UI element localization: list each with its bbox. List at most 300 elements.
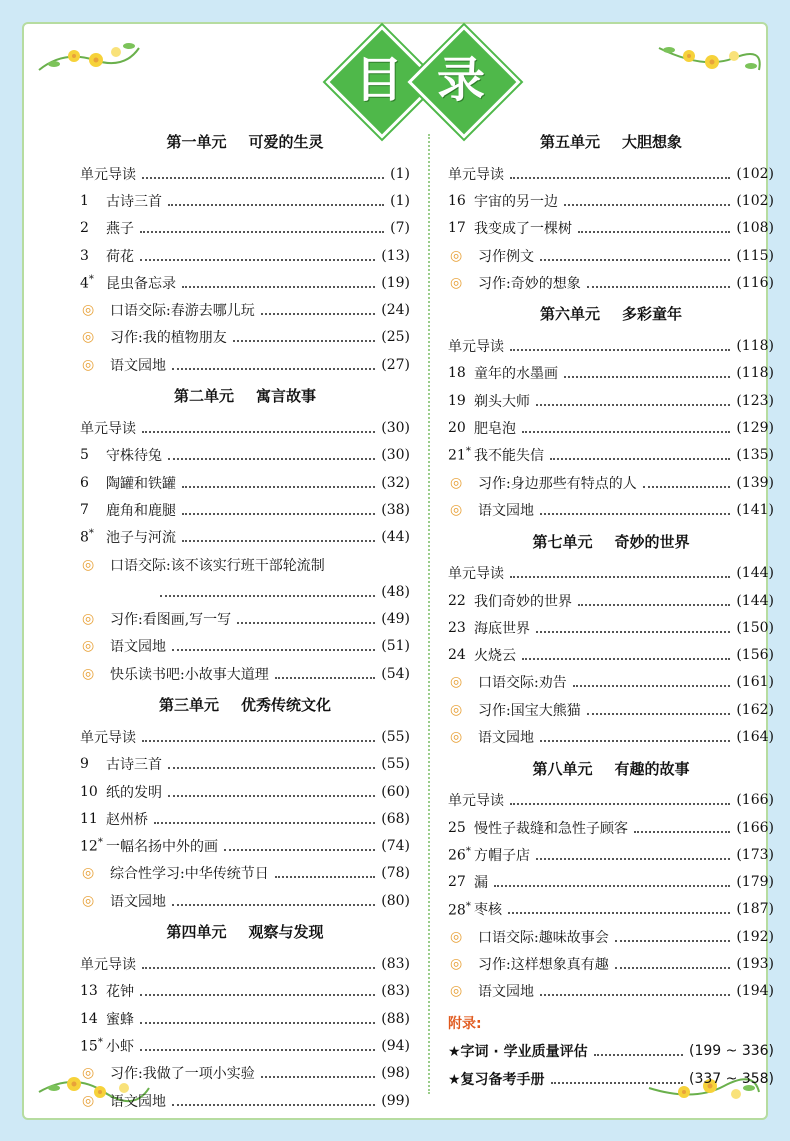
leader-dots <box>510 576 730 578</box>
toc-entry-page: (194) <box>736 983 774 1000</box>
leader-dots <box>168 767 375 769</box>
toc-entry-title: 单元导读 <box>80 729 136 746</box>
flower-decor-top-left <box>34 30 144 90</box>
lesson-number <box>80 756 106 772</box>
toc-entry[interactable] <box>80 1087 410 1114</box>
toc-entry-title: 宇宙的另一边 <box>474 193 558 210</box>
leader-dots <box>615 940 731 942</box>
toc-entry[interactable] <box>80 1060 410 1087</box>
leader-dots <box>564 376 730 378</box>
leader-dots <box>587 713 731 715</box>
toc-entry-page: (161) <box>736 674 774 691</box>
toc-entry-title: 枣核 <box>474 902 502 919</box>
section-marker-icon: ◎ <box>82 356 95 373</box>
toc-entry-page: (80) <box>381 892 410 909</box>
right-units <box>448 124 774 1005</box>
toc-entry-page: (27) <box>381 356 410 373</box>
toc-entry-page: (139) <box>736 474 774 491</box>
toc-entry-title: 守株待兔 <box>106 448 162 465</box>
toc-entry[interactable] <box>448 269 774 296</box>
lesson-number-text: 21 <box>448 448 466 465</box>
leader-dots <box>587 286 731 288</box>
toc-entry[interactable] <box>448 442 774 469</box>
unit-number: 第六单元 <box>539 305 600 324</box>
toc-entry-title: 单元导读 <box>448 793 504 810</box>
unit-number: 第八单元 <box>532 759 593 778</box>
toc-entry[interactable] <box>80 633 410 660</box>
toc-entry-title: 漏 <box>474 875 488 892</box>
toc-entry[interactable] <box>448 869 774 896</box>
toc-page <box>22 22 774 1120</box>
leader-dots <box>275 677 376 679</box>
toc-entry-title: 语文园地 <box>478 729 534 746</box>
toc-entry-title: 昆虫备忘录 <box>106 275 176 292</box>
toc-entry-page: (32) <box>381 474 410 491</box>
section-marker-icon: ◎ <box>82 329 95 346</box>
toc-entry-page: (108) <box>736 220 774 237</box>
leader-dots <box>510 803 730 805</box>
toc-entry[interactable] <box>80 833 410 860</box>
lesson-number <box>80 274 106 292</box>
unit-name: 寓言故事 <box>256 387 317 406</box>
toc-entry[interactable] <box>448 469 774 496</box>
leader-dots <box>510 349 730 351</box>
leader-dots <box>142 740 375 742</box>
toc-entry[interactable] <box>448 587 774 614</box>
unit-number: 第一单元 <box>166 133 227 151</box>
toc-entry-title: 古诗三首 <box>106 757 162 774</box>
unit-number: 第四单元 <box>166 923 227 942</box>
leader-dots <box>615 967 731 969</box>
toc-entry-page: (187) <box>736 901 774 918</box>
toc-entry-page: (30) <box>381 447 410 464</box>
toc-entry-title: 古诗三首 <box>106 193 162 210</box>
toc-entry-page: (25) <box>381 329 410 346</box>
toc-entry[interactable] <box>448 242 774 269</box>
toc-entry-page: (129) <box>736 420 774 437</box>
toc-entry[interactable] <box>448 360 774 387</box>
leader-dots <box>578 604 730 606</box>
toc-entry-title: 语文园地 <box>110 1093 166 1110</box>
toc-entry[interactable] <box>448 896 774 923</box>
lesson-number <box>448 593 474 609</box>
self-study-star: * <box>97 837 103 849</box>
leader-dots <box>540 259 730 261</box>
leader-dots <box>540 513 730 515</box>
toc-entry-title: 语文园地 <box>110 639 166 656</box>
toc-entry-title: 单元导读 <box>448 339 504 356</box>
toc-entry[interactable] <box>448 560 774 587</box>
toc-entry[interactable] <box>448 723 774 750</box>
toc-entry-page: (83) <box>381 983 410 1000</box>
toc-entry-title: 一幅名扬中外的画 <box>106 839 218 856</box>
toc-entry[interactable] <box>80 751 410 778</box>
toc-entry[interactable] <box>448 614 774 641</box>
section-marker-icon: ◎ <box>450 701 463 718</box>
toc-entry-page: (135) <box>736 447 774 464</box>
toc-entry[interactable] <box>448 787 774 814</box>
toc-entry[interactable] <box>448 641 774 668</box>
toc-entry-page: (19) <box>381 274 410 291</box>
lesson-number-text: 19 <box>448 392 466 409</box>
toc-entry-title: 习作:看图画,写一写 <box>110 612 232 629</box>
leader-dots <box>140 1022 375 1024</box>
appendix-item[interactable] <box>448 1037 774 1065</box>
leader-dots <box>140 231 384 233</box>
leader-dots <box>182 486 375 488</box>
leader-dots <box>261 313 376 315</box>
toc-entry-title: 童年的水墨画 <box>474 366 558 383</box>
toc-entry-page: (48) <box>381 583 410 600</box>
lesson-number <box>448 901 474 919</box>
toc-entry[interactable] <box>80 269 410 296</box>
appendix-item-label: ★字词 · 学业质量评估 <box>448 1044 588 1061</box>
leader-dots <box>168 204 384 206</box>
lesson-number-text: 15 <box>80 1038 98 1055</box>
appendix <box>448 1011 774 1093</box>
toc-entry-title: 剃头大师 <box>474 393 530 410</box>
toc-entry[interactable] <box>448 414 774 441</box>
toc-entry[interactable] <box>80 496 410 523</box>
lesson-number-text: 6 <box>80 474 89 491</box>
section-marker-icon: ◎ <box>82 302 95 319</box>
leader-dots <box>172 649 375 651</box>
toc-entry-page: (115) <box>736 247 774 264</box>
toc-entry[interactable] <box>80 778 410 805</box>
toc-entry[interactable] <box>448 160 774 187</box>
title-char-mu: 目 <box>354 52 403 108</box>
toc-entry-title: 语文园地 <box>478 502 534 519</box>
toc-entry-title: 池子与河流 <box>106 530 176 547</box>
toc-entry[interactable] <box>80 723 410 750</box>
toc-entry-title: 口语交际:劝告 <box>478 675 567 692</box>
toc-entry[interactable] <box>448 669 774 696</box>
toc-entry-title: 单元导读 <box>80 166 136 183</box>
toc-entry-page: (118) <box>736 365 774 382</box>
leader-dots <box>643 486 731 488</box>
lesson-number <box>80 1011 106 1027</box>
toc-entry-title: 小虾 <box>106 1038 134 1055</box>
toc-entry[interactable] <box>448 332 774 359</box>
toc-entry-page: (99) <box>381 1092 410 1109</box>
section-marker-icon: ◎ <box>450 674 463 691</box>
toc-entry-title: 我不能失信 <box>474 448 544 465</box>
lesson-number <box>80 248 106 264</box>
unit-title <box>80 124 410 160</box>
toc-entry-title: 蜜蜂 <box>106 1011 134 1028</box>
unit-title <box>80 687 410 723</box>
leader-dots <box>172 904 375 906</box>
leader-dots <box>142 431 375 433</box>
lesson-number <box>448 620 474 636</box>
lesson-number-text: 18 <box>448 365 466 382</box>
section-marker-icon: ◎ <box>82 892 95 909</box>
leader-dots <box>140 994 375 996</box>
toc-entry[interactable] <box>80 950 410 977</box>
leader-dots <box>224 849 375 851</box>
toc-entry[interactable] <box>448 950 774 977</box>
toc-entry-page: (1) <box>390 165 410 182</box>
toc-entry[interactable] <box>80 242 410 269</box>
lesson-number <box>80 447 106 463</box>
unit-name: 多彩童年 <box>622 305 683 324</box>
toc-entry-title: 方帽子店 <box>474 847 530 864</box>
toc-entry[interactable] <box>80 1032 410 1059</box>
toc-entry-page: (116) <box>736 274 774 291</box>
lesson-number <box>448 420 474 436</box>
toc-entry[interactable] <box>448 387 774 414</box>
lesson-number-text: 22 <box>448 592 466 609</box>
lesson-number-text: 5 <box>80 447 89 464</box>
lesson-number <box>80 475 106 491</box>
toc-entry-title: 花钟 <box>106 984 134 1001</box>
toc-entry-page: (102) <box>736 192 774 209</box>
toc-entry[interactable] <box>80 442 410 469</box>
toc-entry-page: (68) <box>381 810 410 827</box>
toc-left-column <box>80 124 410 1114</box>
lesson-number <box>448 647 474 663</box>
lesson-number-text: 23 <box>448 619 466 636</box>
toc-entry-page: (94) <box>381 1037 410 1054</box>
toc-entry[interactable] <box>80 605 410 632</box>
toc-entry-page: (141) <box>736 501 774 518</box>
unit-title <box>448 751 774 787</box>
toc-entry-page: (179) <box>736 874 774 891</box>
leader-dots <box>233 340 376 342</box>
toc-entry-title: 纸的发明 <box>106 784 162 801</box>
toc-entry-title: 习作:身边那些有特点的人 <box>478 475 637 492</box>
toc-entry-page: (1) <box>390 192 410 209</box>
lesson-number-text: 16 <box>448 192 466 209</box>
toc-entry[interactable] <box>448 978 774 1005</box>
leader-dots <box>168 458 375 460</box>
toc-entry-title: 口语交际:该不该实行班干部轮流制 <box>110 557 325 574</box>
unit-number: 第三单元 <box>158 696 219 715</box>
toc-entry-page: (173) <box>736 846 774 863</box>
toc-entry-title: 习作例文 <box>478 248 534 265</box>
toc-entry-title: 海底世界 <box>474 620 530 637</box>
lesson-number <box>80 193 106 209</box>
leader-dots <box>140 1049 375 1051</box>
toc-entry[interactable] <box>80 351 410 378</box>
unit-number: 第七单元 <box>532 532 593 551</box>
leader-dots <box>522 431 730 433</box>
toc-entry-title: 语文园地 <box>110 357 166 374</box>
title-char-lu: 录 <box>436 52 485 108</box>
toc-entry-title: 慢性子裁缝和急性子顾客 <box>474 820 628 837</box>
toc-entry[interactable] <box>80 160 410 187</box>
toc-entry-page: (60) <box>381 783 410 800</box>
lesson-number-text: 7 <box>80 501 89 518</box>
toc-entry-page: (156) <box>736 647 774 664</box>
unit-title <box>80 914 410 950</box>
lesson-number-text: 3 <box>80 247 89 264</box>
toc-entry-page: (144) <box>736 565 774 582</box>
leader-dots <box>536 404 730 406</box>
lesson-number-text: 10 <box>80 783 98 800</box>
toc-entry[interactable] <box>80 215 410 242</box>
toc-entry-title: 语文园地 <box>110 893 166 910</box>
toc-entry[interactable] <box>80 860 410 887</box>
lesson-number <box>80 811 106 827</box>
unit-name: 有趣的故事 <box>614 759 690 778</box>
toc-entry-page: (164) <box>736 728 774 745</box>
toc-entry-title: 单元导读 <box>448 566 504 583</box>
toc-entry-title: 习作:我的植物朋友 <box>110 330 227 347</box>
toc-entry-title: 肥皂泡 <box>474 421 516 438</box>
toc-entry-page: (49) <box>381 611 410 628</box>
leader-dots <box>142 177 384 179</box>
section-marker-icon: ◎ <box>450 928 463 945</box>
leader-dots <box>573 685 731 687</box>
toc-entry[interactable] <box>448 215 774 242</box>
self-study-star: * <box>97 1037 103 1049</box>
toc-entry[interactable] <box>448 923 774 950</box>
section-marker-icon: ◎ <box>82 1065 95 1082</box>
lesson-number-text: 9 <box>80 756 89 773</box>
section-marker-icon: ◎ <box>82 611 95 628</box>
appendix-item-page: (337 ~ 358) <box>689 1071 774 1088</box>
toc-entry-title: 综合性学习:中华传统节日 <box>110 866 269 883</box>
toc-right-column <box>448 124 774 1093</box>
toc-entry-title: 我变成了一棵树 <box>474 221 572 238</box>
lesson-number-text: 4 <box>80 275 89 292</box>
unit-title <box>448 296 774 332</box>
leader-dots <box>634 831 730 833</box>
toc-entry[interactable] <box>80 887 410 914</box>
toc-entry[interactable] <box>448 841 774 868</box>
toc-entry-page: (13) <box>381 247 410 264</box>
leader-dots <box>578 231 730 233</box>
leader-dots <box>172 368 375 370</box>
toc-entry-page: (55) <box>381 756 410 773</box>
leader-dots <box>140 259 375 261</box>
toc-entry-title: 鹿角和鹿腿 <box>106 502 176 519</box>
lesson-number <box>448 820 474 836</box>
toc-entry-title: 单元导读 <box>448 166 504 183</box>
toc-entry-page: (54) <box>381 665 410 682</box>
toc-entry-title: 口语交际:趣味故事会 <box>478 929 609 946</box>
toc-entry-title: 语文园地 <box>478 984 534 1001</box>
toc-entry[interactable] <box>80 187 410 214</box>
lesson-number <box>80 220 106 236</box>
lesson-number <box>80 784 106 800</box>
lesson-number <box>448 365 474 381</box>
unit-name: 可爱的生灵 <box>248 133 324 151</box>
toc-entry-page: (192) <box>736 928 774 945</box>
toc-entry-page: (150) <box>736 619 774 636</box>
toc-entry-title: 口语交际:春游去哪儿玩 <box>110 303 255 320</box>
unit-name: 大胆想象 <box>622 133 683 151</box>
leader-dots <box>275 876 376 878</box>
leader-dots <box>536 631 730 633</box>
toc-entry-title: 习作:这样想象真有趣 <box>478 957 609 974</box>
leader-dots <box>540 994 730 996</box>
toc-entry-page: (83) <box>381 956 410 973</box>
toc-entry[interactable] <box>80 324 410 351</box>
toc-entry-title: 赵州桥 <box>106 811 148 828</box>
toc-entry-title: 习作:国宝大熊猫 <box>478 702 581 719</box>
lesson-number <box>448 220 474 236</box>
toc-entry[interactable] <box>80 296 410 323</box>
toc-entry[interactable] <box>80 805 410 832</box>
toc-entry[interactable] <box>80 551 410 578</box>
self-study-star: * <box>465 900 471 912</box>
section-marker-icon: ◎ <box>450 474 463 491</box>
toc-entry-page: (123) <box>736 392 774 409</box>
toc-entry-page: (78) <box>381 865 410 882</box>
toc-entry-page: (30) <box>381 420 410 437</box>
lesson-number-text: 28 <box>448 902 466 919</box>
lesson-number-text: 24 <box>448 647 466 664</box>
lesson-number <box>448 193 474 209</box>
unit-title <box>80 378 410 414</box>
section-marker-icon: ◎ <box>450 247 463 264</box>
leader-dots <box>168 795 375 797</box>
leader-dots <box>182 540 375 542</box>
leader-dots <box>494 885 730 887</box>
column-divider <box>428 134 430 1094</box>
lesson-number-text: 27 <box>448 874 466 891</box>
unit-name: 优秀传统文化 <box>241 696 332 715</box>
section-marker-icon: ◎ <box>82 865 95 882</box>
toc-entry[interactable] <box>448 496 774 523</box>
toc-entry[interactable] <box>80 660 410 687</box>
leader-dots <box>550 458 730 460</box>
toc-entry[interactable] <box>80 1005 410 1032</box>
toc-entry-title: 燕子 <box>106 221 134 238</box>
toc-entry[interactable] <box>448 814 774 841</box>
toc-entry[interactable] <box>448 187 774 214</box>
toc-entry[interactable] <box>448 696 774 723</box>
unit-name: 奇妙的世界 <box>614 532 690 551</box>
unit-name: 观察与发现 <box>248 923 324 942</box>
toc-entry-title: 习作:我做了一项小实验 <box>110 1066 255 1083</box>
lesson-number <box>80 837 106 855</box>
toc-entry-page: (44) <box>381 529 410 546</box>
lesson-number <box>448 874 474 890</box>
lesson-number-text: 11 <box>80 810 98 827</box>
lesson-number-text: 1 <box>80 192 89 209</box>
toc-entry[interactable] <box>80 978 410 1005</box>
leader-dots <box>172 1104 375 1106</box>
leader-dots <box>540 740 730 742</box>
lesson-number <box>448 446 474 464</box>
lesson-number-text: 17 <box>448 220 466 237</box>
section-marker-icon: ◎ <box>82 556 95 573</box>
lesson-number <box>80 1037 106 1055</box>
leader-dots <box>261 1076 376 1078</box>
toc-entry-page: (162) <box>736 701 774 718</box>
toc-entry-page: (118) <box>736 338 774 355</box>
toc-entry-page: (24) <box>381 302 410 319</box>
section-marker-icon: ◎ <box>450 501 463 518</box>
leader-dots <box>508 912 730 914</box>
toc-entry-page: (88) <box>381 1010 410 1027</box>
leader-dots <box>237 622 375 624</box>
flower-decor-top-right <box>654 30 764 90</box>
lesson-number-text: 20 <box>448 420 466 437</box>
lesson-number-text: 26 <box>448 847 466 864</box>
appendix-item[interactable] <box>448 1065 774 1093</box>
toc-entry[interactable] <box>80 469 410 496</box>
toc-entry[interactable] <box>80 414 410 441</box>
toc-entry-page: (7) <box>390 220 410 237</box>
appendix-item-label: ★复习备考手册 <box>448 1072 545 1089</box>
toc-entry-page: (144) <box>736 592 774 609</box>
toc-entry[interactable] <box>80 524 410 551</box>
toc-entry-page: (98) <box>381 1065 410 1082</box>
